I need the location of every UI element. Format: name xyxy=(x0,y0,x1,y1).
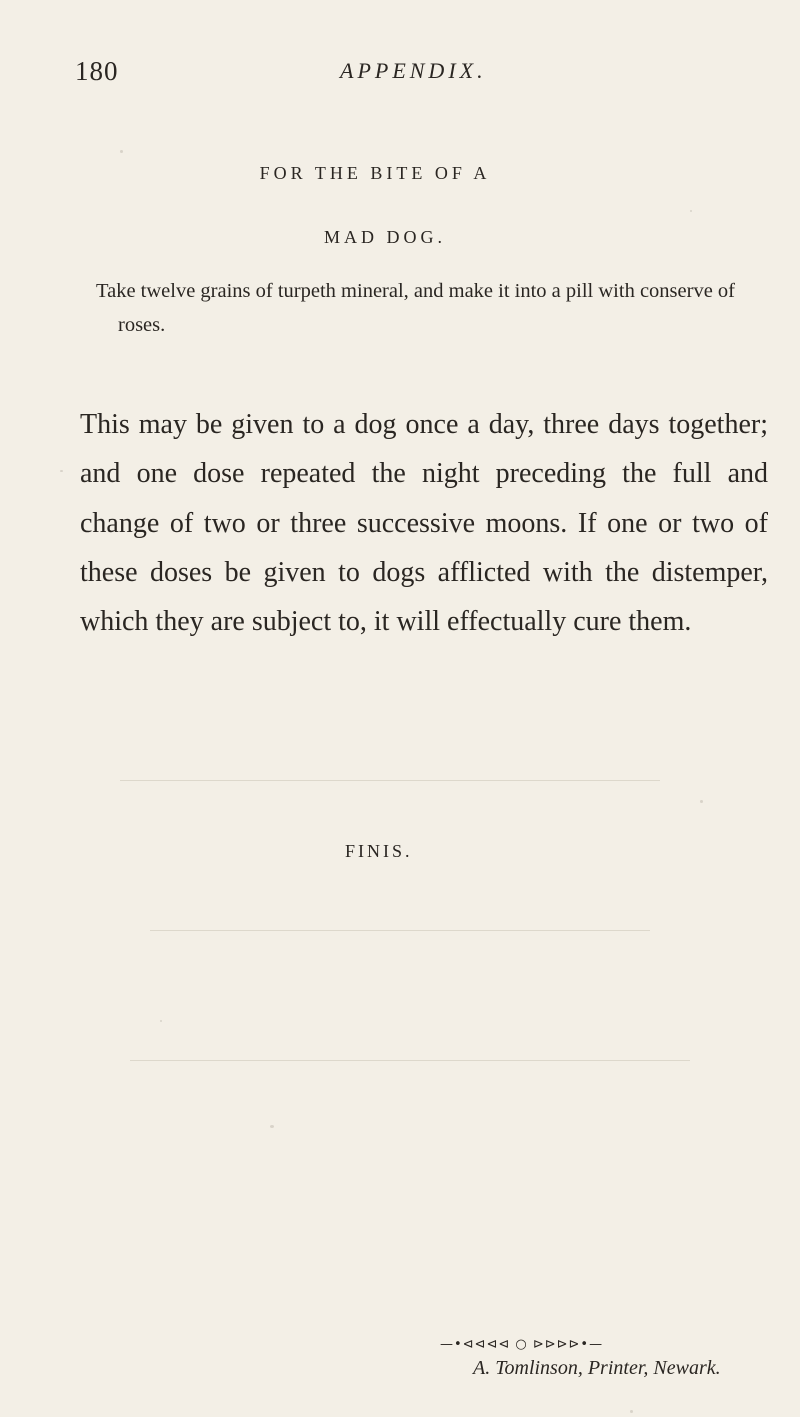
paper-speck xyxy=(630,1410,633,1413)
paper-speck xyxy=(60,470,63,472)
page-number: 180 xyxy=(75,56,119,86)
section-heading-line-2: MAD DOG. xyxy=(324,227,446,247)
paper-speck xyxy=(270,1125,274,1128)
instructions-text: This may be given to a dog once a day, three days together; and one dose repeated the night preceding the full and change of two or three successive moons. If one or two of these doses be given to dogs afflicted with the distemper, which they are subject to, it will effectually cure them. xyxy=(80,409,768,638)
paper-speck xyxy=(120,150,123,153)
recipe-text: Take twelve grains of turpeth mineral, and make it into a pill with conserve of roses. xyxy=(96,280,735,336)
section-heading-line-1: FOR THE BITE OF A xyxy=(259,163,491,183)
bleed-through-mark xyxy=(120,780,660,781)
printer-imprint: A. Tomlinson, Printer, Newark. xyxy=(473,1357,721,1379)
bleed-through-mark xyxy=(150,930,650,931)
instructions-paragraph xyxy=(80,400,768,646)
printer-ornament: —•⊲⊲⊲⊲ ○ ⊳⊳⊳⊳•— xyxy=(440,1337,604,1352)
bleed-through-mark xyxy=(130,1060,690,1061)
finis-label: FINIS. xyxy=(345,841,413,861)
running-head: APPENDIX. xyxy=(340,58,487,83)
paper-speck xyxy=(160,1020,162,1022)
paper-speck xyxy=(690,210,692,212)
paper-speck xyxy=(700,800,703,803)
recipe-paragraph xyxy=(96,275,776,343)
